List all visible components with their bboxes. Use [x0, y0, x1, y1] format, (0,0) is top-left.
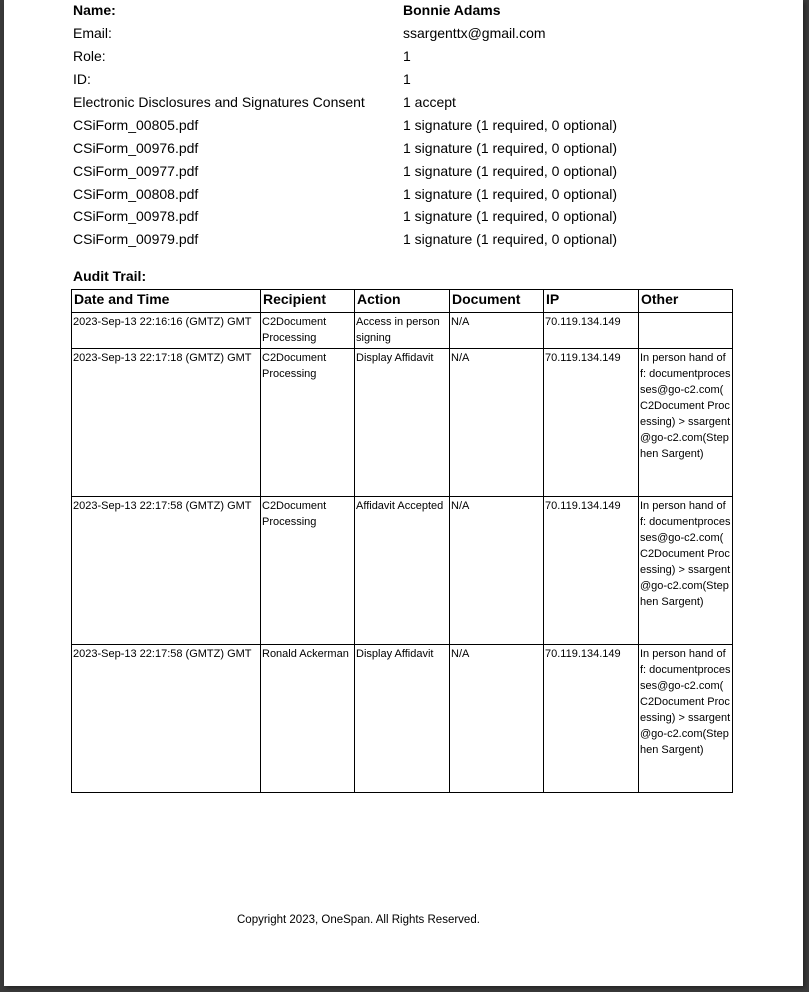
info-label: ID: [73, 71, 91, 88]
info-value: 1 signature (1 required, 0 optional) [403, 116, 618, 133]
cell-document: N/A [450, 349, 544, 497]
info-label: CSiForm_00808.pdf [73, 185, 199, 202]
info-row-document [73, 136, 673, 159]
info-row-document [73, 205, 673, 228]
info-label: CSiForm_00979.pdf [73, 231, 199, 248]
info-label: Name: [73, 2, 116, 19]
cell-document: N/A [450, 645, 544, 793]
audit-trail-heading: Audit Trail: [73, 268, 147, 284]
cell-recipient: Ronald Ackerman [261, 645, 355, 793]
column-header-recipient: Recipient [261, 290, 355, 313]
cell-recipient: C2Document Processing [261, 313, 355, 349]
info-row-document [73, 113, 673, 136]
info-value: 1 signature (1 required, 0 optional) [403, 231, 618, 248]
column-header-document: Document [450, 290, 544, 313]
info-row-email [73, 22, 673, 45]
info-label: CSiForm_00978.pdf [73, 208, 199, 225]
info-value: 1 accept [403, 94, 456, 110]
copyright-footer: Copyright 2023, OneSpan. All Rights Reserved. [237, 914, 480, 926]
info-label: CSiForm_00805.pdf [73, 116, 199, 133]
cell-other: In person hand off: documentprocesses@go-c2.com( C2Document Processing) > ssargent@go-c2.com(Stephen Sargent) [639, 349, 733, 497]
info-value: 1 [403, 71, 411, 88]
cell-recipient: C2Document Processing [261, 349, 355, 497]
info-value: 1 signature (1 required, 0 optional) [403, 139, 618, 156]
info-row-name [73, 0, 673, 22]
table-header-row [72, 290, 733, 313]
info-label: CSiForm_00976.pdf [73, 139, 199, 156]
info-label: Role: [73, 48, 106, 65]
info-value: 1 signature (1 required, 0 optional) [403, 185, 618, 202]
info-value: 1 [403, 48, 411, 65]
table-row [72, 497, 733, 645]
cell-other [639, 313, 733, 349]
table-row [72, 645, 733, 793]
info-value: 1 signature (1 required, 0 optional) [403, 208, 618, 225]
cell-document: N/A [450, 497, 544, 645]
cell-datetime: 2023-Sep-13 22:17:58 (GMTZ) GMT [72, 645, 261, 793]
cell-recipient: C2Document Processing [261, 497, 355, 645]
column-header-ip: IP [544, 290, 639, 313]
cell-action: Access in person signing [355, 313, 450, 349]
signer-info [73, 0, 673, 251]
info-value: ssargenttx@gmail.com [403, 25, 546, 42]
cell-document: N/A [450, 313, 544, 349]
cell-datetime: 2023-Sep-13 22:17:58 (GMTZ) GMT [72, 497, 261, 645]
cell-ip: 70.119.134.149 [544, 313, 639, 349]
info-value: 1 signature (1 required, 0 optional) [403, 162, 618, 179]
info-row-consent [73, 91, 673, 114]
info-row-document [73, 228, 673, 251]
column-header-action: Action [355, 290, 450, 313]
info-row-document [73, 182, 673, 205]
cell-datetime: 2023-Sep-13 22:16:16 (GMTZ) GMT [72, 313, 261, 349]
info-row-id [73, 68, 673, 91]
cell-ip: 70.119.134.149 [544, 497, 639, 645]
column-header-other: Other [639, 290, 733, 313]
audit-trail-table [71, 289, 733, 793]
info-row-role [73, 45, 673, 68]
cell-action: Affidavit Accepted [355, 497, 450, 645]
cell-other: In person hand off: documentprocesses@go-c2.com( C2Document Processing) > ssargent@go-c2.com(Stephen Sargent) [639, 645, 733, 793]
column-header-datetime: Date and Time [72, 290, 261, 313]
table-row [72, 313, 733, 349]
info-value: Bonnie Adams [403, 2, 501, 19]
document-page [4, 0, 803, 986]
info-label: Email: [73, 25, 112, 42]
info-label: Electronic Disclosures and Signatures Consent [73, 94, 365, 110]
table-row [72, 349, 733, 497]
cell-other: In person hand off: documentprocesses@go-c2.com( C2Document Processing) > ssargent@go-c2.com(Stephen Sargent) [639, 497, 733, 645]
cell-action: Display Affidavit [355, 645, 450, 793]
cell-action: Display Affidavit [355, 349, 450, 497]
cell-ip: 70.119.134.149 [544, 645, 639, 793]
cell-ip: 70.119.134.149 [544, 349, 639, 497]
info-label: CSiForm_00977.pdf [73, 162, 199, 179]
info-row-document [73, 159, 673, 182]
cell-datetime: 2023-Sep-13 22:17:18 (GMTZ) GMT [72, 349, 261, 497]
